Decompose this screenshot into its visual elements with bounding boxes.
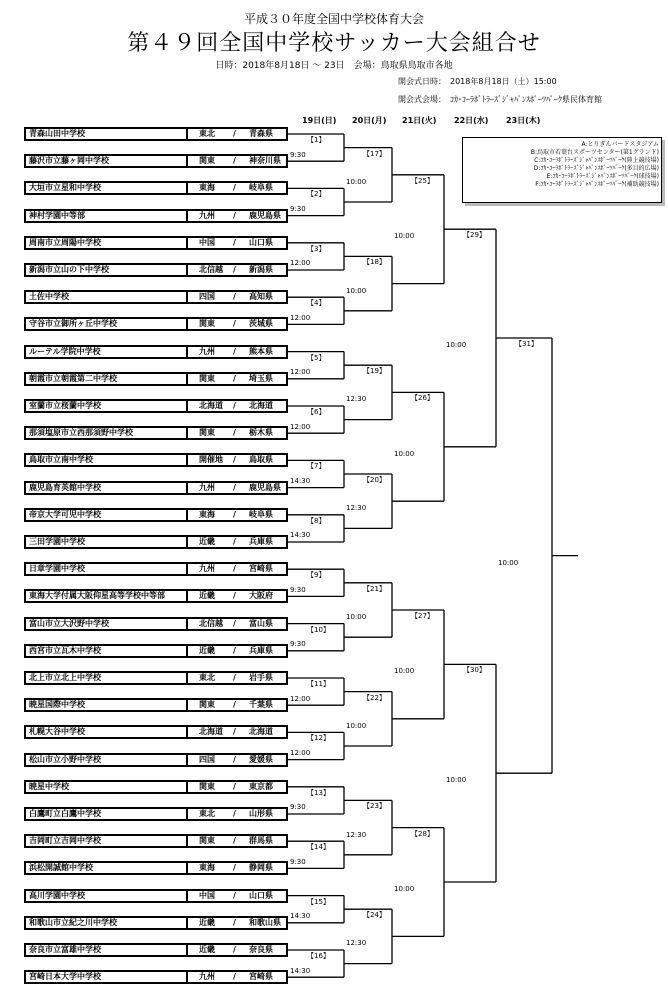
team-name: 奈良市立富雄中学校 — [29, 945, 101, 954]
team-region: 関東 — [199, 428, 215, 438]
match-number: 【5】 — [307, 353, 326, 362]
team-divider — [186, 970, 188, 984]
match-number: 【26】 — [411, 394, 434, 403]
team-row — [24, 725, 288, 739]
team-row — [24, 453, 288, 467]
match-number: 【31】 — [515, 340, 538, 348]
team-divider — [186, 698, 188, 712]
match-number: 【20】 — [363, 476, 386, 484]
team-prefecture: 大阪府 — [249, 591, 273, 601]
match-time: 9:30 — [290, 585, 306, 594]
team-name: ルーテル学院中学校 — [29, 346, 101, 356]
team-prefecture: 山口県 — [249, 237, 273, 247]
team-divider — [186, 263, 188, 277]
match-number: 【17】 — [363, 149, 386, 158]
column-day-4: 22日(水) — [454, 116, 489, 125]
team-region: 東北 — [199, 673, 215, 682]
team-name: 帝京大学可児中学校 — [29, 509, 101, 519]
team-prefecture: 愛媛県 — [249, 754, 273, 764]
match-time: 12:00 — [290, 313, 311, 322]
team-region: 近畿 — [199, 917, 215, 927]
team-divider — [186, 317, 188, 331]
team-name: 鹿児島育英館中学校 — [29, 482, 101, 492]
team-prefecture: 茨城県 — [249, 319, 273, 329]
team-divider — [186, 127, 188, 141]
team-divider — [186, 589, 188, 603]
team-prefecture: 栃木県 — [249, 428, 273, 438]
team-region: 九州 — [199, 564, 215, 574]
team-prefecture: 鹿児島県 — [249, 210, 281, 220]
match-number: 【7】 — [307, 462, 326, 471]
team-name: 守谷市立御所ヶ丘中学校 — [29, 319, 117, 329]
team-region: 北海道 — [199, 401, 223, 410]
team-row — [24, 317, 288, 331]
match-number: 【25】 — [411, 176, 434, 185]
team-region: 関東 — [199, 700, 215, 710]
team-row — [24, 127, 288, 141]
team-divider — [186, 834, 188, 848]
match-time: 10:00 — [498, 558, 519, 567]
team-separator: / — [233, 183, 236, 193]
team-region: 近畿 — [199, 945, 215, 954]
team-name: 東海大学付属大阪仰星高等学校中等部 — [29, 591, 165, 601]
match-number: 【4】 — [307, 299, 326, 308]
team-divider — [186, 209, 188, 223]
team-region: 東海 — [199, 509, 215, 519]
team-divider — [186, 943, 188, 957]
team-name: 北上市立北上中学校 — [29, 673, 101, 682]
team-separator: / — [233, 129, 236, 138]
team-separator: / — [233, 673, 236, 682]
team-region: 四国 — [199, 292, 215, 302]
team-row — [24, 236, 288, 250]
team-row — [24, 943, 288, 957]
team-separator: / — [233, 482, 236, 492]
team-row — [24, 889, 288, 903]
team-prefecture: 青森県 — [249, 129, 273, 138]
match-time: 9:30 — [290, 205, 306, 213]
team-row — [24, 861, 288, 875]
team-separator: / — [233, 781, 236, 791]
page-title: 第４９回全国中学校サッカー大会組合せ — [127, 31, 541, 56]
match-time: 9:30 — [290, 150, 306, 159]
team-prefecture: 熊本県 — [249, 346, 273, 356]
team-separator: / — [233, 591, 236, 601]
team-region: 北海道 — [199, 727, 223, 737]
team-separator: / — [233, 564, 236, 574]
team-separator: / — [233, 292, 236, 302]
team-prefecture: 北海道 — [249, 401, 273, 410]
team-region: 関東 — [199, 156, 215, 166]
team-separator: / — [233, 210, 236, 220]
team-prefecture: 和歌山県 — [249, 917, 281, 927]
match-time: 10:00 — [446, 776, 467, 785]
team-region: 北信越 — [199, 265, 223, 274]
venue-legend-item: A:とりぎんバードスタジアム — [581, 141, 659, 148]
team-name: 暁星国際中学校 — [29, 700, 85, 710]
team-separator: / — [233, 346, 236, 356]
match-time: 12:30 — [346, 395, 367, 404]
team-region: 関東 — [199, 373, 215, 383]
team-name: 浜松開誠館中学校 — [29, 863, 93, 873]
team-row — [24, 807, 288, 821]
match-number: 【24】 — [363, 911, 386, 920]
team-row — [24, 562, 288, 576]
team-region: 開催地 — [199, 455, 223, 465]
team-name: 松山市立小野中学校 — [29, 754, 101, 764]
team-prefecture: 岐阜県 — [249, 183, 273, 193]
team-prefecture: 新潟県 — [249, 265, 273, 274]
team-name: 室蘭市立桜蘭中学校 — [29, 401, 101, 410]
match-time: 12:30 — [346, 939, 367, 948]
team-divider — [186, 671, 188, 685]
match-number: 【11】 — [307, 680, 330, 688]
team-name: 藤沢市立藤ヶ岡中学校 — [29, 156, 109, 166]
team-row — [24, 399, 288, 413]
match-time: 12:00 — [290, 368, 311, 377]
match-number: 【9】 — [307, 571, 326, 580]
match-number: 【21】 — [363, 584, 386, 593]
team-divider — [186, 181, 188, 195]
team-name: 宮崎日本大学中学校 — [29, 972, 101, 982]
team-name: 神村学園中等部 — [29, 210, 85, 220]
venue-legend-item: E:ｺｶ･ｺｰﾗﾎﾞﾄﾗｰｽﾞｼﾞｬﾊﾟﾝｽﾎﾟｰﾂﾊﾟｰｸ(球技場) — [546, 173, 659, 180]
team-prefecture: 埼玉県 — [249, 373, 273, 383]
team-separator: / — [233, 836, 236, 846]
team-name: 西宮市立瓦木中学校 — [29, 645, 101, 655]
match-number: 【19】 — [363, 367, 386, 376]
team-separator: / — [233, 700, 236, 710]
team-name: 高川学園中学校 — [29, 890, 85, 900]
team-separator: / — [233, 809, 236, 818]
team-divider — [186, 345, 188, 359]
venue-legend-item: C:ｺｶ･ｺｰﾗﾎﾞﾄﾗｰｽﾞｼﾞｬﾊﾟﾝｽﾎﾟｰﾂﾊﾟｰｸ(陸上競技場) — [534, 157, 659, 164]
event-dates: 日時：2018年8月18日 ～ 23日 会場：鳥取県鳥取市各地 — [215, 61, 453, 71]
venue-legend — [462, 137, 662, 203]
match-time: 9:30 — [290, 640, 306, 649]
team-separator: / — [233, 401, 236, 410]
team-separator: / — [233, 373, 236, 383]
team-prefecture: 神奈川県 — [249, 156, 281, 166]
team-row — [24, 753, 288, 767]
team-row — [24, 481, 288, 495]
team-divider — [186, 453, 188, 467]
team-prefecture: 山口県 — [249, 890, 273, 900]
match-number: 【8】 — [307, 516, 326, 525]
match-time: 10:00 — [394, 232, 415, 241]
team-row — [24, 345, 288, 359]
team-region: 北信越 — [199, 618, 223, 628]
team-prefecture: 奈良県 — [249, 945, 273, 954]
team-row — [24, 209, 288, 223]
team-separator: / — [233, 428, 236, 438]
match-number: 【1】 — [307, 136, 326, 144]
tournament-subtitle: 平成３０年度全国中学校体育大会 — [243, 12, 424, 26]
team-prefecture: 静岡県 — [249, 863, 273, 873]
team-separator: / — [233, 509, 236, 519]
venue-legend-item: B:鳥取市若葉台スポーツセンター(第1グランド) — [530, 149, 659, 156]
team-separator: / — [233, 618, 236, 628]
match-time: 10:00 — [394, 667, 415, 676]
team-name: 吉岡町立吉岡中学校 — [29, 836, 101, 846]
team-row — [24, 916, 288, 930]
column-day-1: 19日(日) — [302, 116, 337, 125]
team-separator: / — [233, 237, 236, 247]
team-prefecture: 兵庫県 — [249, 645, 273, 655]
team-separator: / — [233, 727, 236, 737]
team-region: 九州 — [199, 972, 215, 982]
match-time: 12:00 — [290, 259, 311, 268]
column-day-3: 21日(火) — [402, 116, 437, 125]
team-name: 那須塩原市立西那須野中学校 — [29, 428, 133, 438]
team-region: 四国 — [199, 754, 215, 764]
team-divider — [186, 372, 188, 386]
match-time: 14:30 — [290, 477, 311, 485]
team-name: 大垣市立星和中学校 — [29, 183, 101, 193]
team-name: 周南市立周陽中学校 — [29, 237, 101, 247]
team-region: 九州 — [199, 482, 215, 492]
team-region: 中国 — [199, 237, 215, 247]
match-number: 【29】 — [463, 231, 486, 240]
match-number: 【30】 — [463, 666, 486, 675]
column-day-5: 23日(木) — [506, 116, 541, 125]
match-time: 12:00 — [290, 749, 311, 757]
team-separator: / — [233, 265, 236, 274]
team-prefecture: 東京都 — [249, 781, 273, 791]
team-divider — [186, 725, 188, 739]
team-prefecture: 富山県 — [249, 618, 273, 628]
team-prefecture: 高知県 — [249, 292, 273, 302]
match-time: 14:30 — [290, 912, 311, 921]
team-prefecture: 兵庫県 — [249, 537, 273, 546]
team-prefecture: 山形県 — [249, 809, 273, 818]
team-row — [24, 535, 288, 549]
team-separator: / — [233, 972, 236, 982]
team-row — [24, 644, 288, 658]
team-region: 関東 — [199, 836, 215, 846]
match-number: 【3】 — [307, 244, 326, 253]
team-separator: / — [233, 917, 236, 927]
match-number: 【22】 — [363, 693, 386, 702]
team-separator: / — [233, 645, 236, 655]
match-number: 【12】 — [307, 734, 330, 743]
match-time: 10:00 — [346, 721, 367, 730]
team-separator: / — [233, 537, 236, 546]
team-name: 富山市立大沢野中学校 — [29, 618, 109, 628]
team-prefecture: 岩手県 — [249, 673, 273, 682]
team-region: 東北 — [199, 129, 215, 138]
team-name: 札幌大谷中学校 — [29, 727, 85, 737]
team-divider — [186, 916, 188, 930]
team-prefecture: 宮崎県 — [249, 972, 273, 982]
team-region: 九州 — [199, 210, 215, 220]
team-name: 青森山田中学校 — [29, 129, 85, 138]
match-number: 【10】 — [307, 625, 330, 634]
match-time: 10:00 — [346, 177, 367, 186]
team-separator: / — [233, 945, 236, 954]
team-divider — [186, 154, 188, 168]
match-time: 12:00 — [290, 422, 311, 431]
match-time: 10:00 — [346, 286, 367, 295]
match-number: 【27】 — [411, 612, 434, 620]
match-number: 【2】 — [307, 190, 326, 199]
column-day-2: 20日(月) — [352, 116, 387, 125]
team-divider — [186, 290, 188, 304]
match-time: 14:30 — [290, 966, 311, 975]
team-region: 九州 — [199, 346, 215, 356]
team-row — [24, 589, 288, 603]
team-divider — [186, 617, 188, 631]
team-divider — [186, 889, 188, 903]
team-separator: / — [233, 455, 236, 465]
opening-ceremony-venue: 開会式会場： ｺｶ･ｺｰﾗﾎﾞﾄﾗｰｽﾞｼﾞｬﾊﾟﾝｽﾎﾟｰﾂﾊﾟｰｸ県民体育館 — [398, 95, 602, 104]
team-divider — [186, 508, 188, 522]
team-name: 白鷹町立白鷹中学校 — [29, 809, 101, 818]
team-row — [24, 290, 288, 304]
match-number: 【18】 — [363, 258, 386, 267]
team-row — [24, 154, 288, 168]
team-divider — [186, 535, 188, 549]
team-divider — [186, 780, 188, 794]
match-time: 10:00 — [394, 885, 415, 893]
team-region: 関東 — [199, 781, 215, 791]
match-number: 【14】 — [307, 843, 330, 852]
match-number: 【23】 — [363, 802, 386, 811]
match-time: 10:00 — [446, 341, 467, 349]
match-time: 14:30 — [290, 531, 311, 540]
team-separator: / — [233, 156, 236, 166]
match-number: 【6】 — [307, 408, 326, 416]
match-time: 9:30 — [290, 857, 306, 866]
team-name: 三田学園中学校 — [29, 537, 85, 546]
team-row — [24, 181, 288, 195]
opening-ceremony-time: 開会式日時： 2018年8月18日（土）15:00 — [398, 77, 557, 86]
team-prefecture: 群馬県 — [249, 836, 273, 846]
team-row — [24, 834, 288, 848]
team-name: 和歌山市立紀之川中学校 — [29, 917, 117, 927]
match-time: 10:00 — [394, 449, 415, 458]
team-divider — [186, 807, 188, 821]
team-prefecture: 千葉県 — [249, 700, 273, 710]
venue-legend-item: D:ｺｶ･ｺｰﾗﾎﾞﾄﾗｰｽﾞｼﾞｬﾊﾟﾝｽﾎﾟｰﾂﾊﾟｰｸ(多目的広場) — [533, 165, 659, 172]
team-row — [24, 617, 288, 631]
team-separator: / — [233, 754, 236, 764]
match-time: 12:30 — [346, 504, 367, 513]
team-prefecture: 鹿児島県 — [249, 482, 281, 492]
team-separator: / — [233, 863, 236, 873]
team-prefecture: 鳥取県 — [249, 455, 273, 465]
match-number: 【13】 — [307, 788, 330, 797]
team-divider — [186, 753, 188, 767]
team-name: 土佐中学校 — [29, 292, 69, 302]
match-time: 10:00 — [346, 613, 367, 621]
team-name: 新潟市立山の下中学校 — [29, 265, 109, 274]
team-row — [24, 970, 288, 984]
match-time: 9:30 — [290, 803, 306, 812]
match-time: 12:00 — [290, 694, 311, 703]
team-region: 東海 — [199, 183, 215, 193]
team-divider — [186, 562, 188, 576]
team-prefecture: 宮崎県 — [249, 564, 273, 574]
match-time: 12:30 — [346, 830, 367, 839]
team-divider — [186, 236, 188, 250]
team-name: 鳥取市立南中学校 — [29, 455, 93, 465]
team-region: 東北 — [199, 809, 215, 818]
team-region: 東海 — [199, 863, 215, 873]
team-region: 近畿 — [199, 591, 215, 601]
team-divider — [186, 861, 188, 875]
match-number: 【16】 — [307, 952, 330, 960]
team-row — [24, 698, 288, 712]
match-number: 【28】 — [411, 829, 434, 838]
team-name: 朝霞市立朝霞第二中学校 — [29, 373, 117, 383]
team-divider — [186, 481, 188, 495]
team-row — [24, 508, 288, 522]
team-prefecture: 岐阜県 — [249, 509, 273, 519]
team-divider — [186, 644, 188, 658]
team-row — [24, 780, 288, 794]
team-row — [24, 372, 288, 386]
team-divider — [186, 426, 188, 440]
team-row — [24, 671, 288, 685]
team-region: 中国 — [199, 890, 215, 900]
team-region: 近畿 — [199, 537, 215, 546]
match-number: 【15】 — [307, 897, 330, 906]
team-region: 関東 — [199, 319, 215, 329]
team-divider — [186, 399, 188, 413]
team-name: 日章学園中学校 — [29, 564, 85, 574]
team-name: 暁星中学校 — [29, 781, 69, 791]
venue-legend-item: F:ｺｶ･ｺｰﾗﾎﾞﾄﾗｰｽﾞｼﾞｬﾊﾟﾝｽﾎﾟｰﾂﾊﾟｰｸ(補助競技場) — [535, 181, 659, 188]
team-region: 近畿 — [199, 645, 215, 655]
team-row — [24, 426, 288, 440]
team-separator: / — [233, 890, 236, 900]
team-separator: / — [233, 319, 236, 329]
team-prefecture: 北海道 — [249, 727, 273, 737]
team-row — [24, 263, 288, 277]
